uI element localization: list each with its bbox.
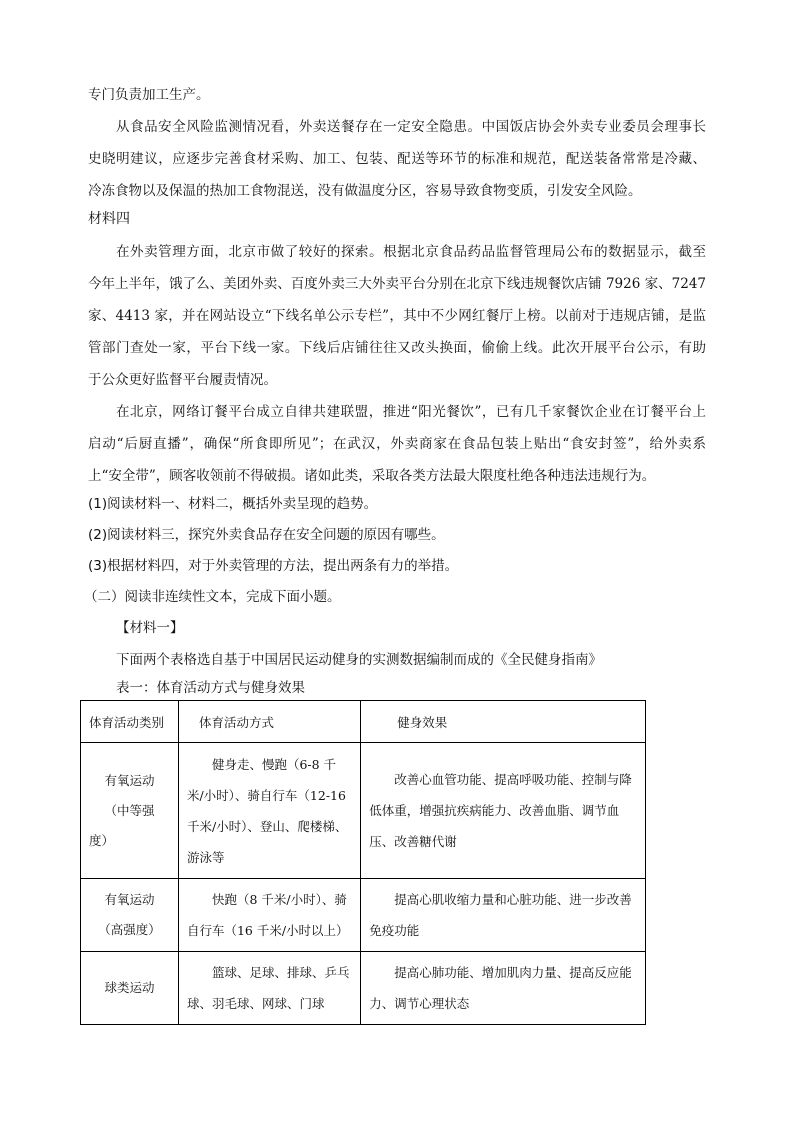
table-header-row [81, 701, 646, 743]
paragraph-line: 家、4413 家，并在网站设立“下线名单公示专栏”，其中不少网红餐厅上榜。以前对于违规店铺，是监 [88, 308, 706, 324]
section-heading: （二）阅读非连续性文本，完成下面小题。 [84, 589, 341, 605]
row-category [81, 743, 179, 879]
question-3: (3)根据材料四，对于外卖管理的方法，提出两条有力的举措。 [88, 558, 459, 574]
row-method: 快跑（8 千米/小时）、骑自行车（16 千米/小时以上） [178, 879, 360, 952]
paragraph-line: 在外卖管理方面，北京市做了较好的探索。根据北京食品药品监督管理局公布的数据显示，截至 [116, 244, 706, 260]
question-2: (2)阅读材料三，探究外卖食品存在安全问题的原因有哪些。 [88, 527, 445, 543]
row-method: 篮球、足球、排球、乒乓球、羽毛球、网球、门球 [178, 952, 360, 1025]
row-category [81, 879, 179, 952]
paragraph-line: 上“安全带”，顾客收领前不得破损。诸如此类，采取各类方法最大限度杜绝各种违法违规行为。 [88, 468, 656, 484]
paragraph-line: 管部门查处一家，平台下线一家。下线后店铺往往又改头换面，偷偷上线。此次开展平台公示，有助 [88, 340, 706, 356]
category-line: 度） [89, 832, 115, 848]
category-line: 球类运动 [104, 980, 155, 995]
paragraph-line: 今年上半年，饿了么、美团外卖、百度外卖三大外卖平台分别在北京下线违规餐饮店铺 7926 家、7247 [88, 276, 706, 292]
row-effect: 提高心肌收缩力量和心脏功能、进一步改善免疫功能 [361, 879, 646, 952]
header-method: 体育活动方式 [178, 701, 360, 743]
row-method: 健身走、慢跑（6-8 千米/小时）、骑自行车（12-16 千米/小时）、登山、爬楼梯、游泳等 [178, 743, 360, 879]
category-line: 有氧运动 [104, 772, 155, 788]
table-row [81, 879, 646, 952]
paragraph-line: 于公众更好监督平台履责情况。 [88, 372, 277, 388]
question-1: (1)阅读材料一、材料二，概括外卖呈现的趋势。 [88, 496, 378, 512]
table-row [81, 743, 646, 879]
category-line: （高强度） [98, 922, 161, 937]
table-caption: 表一：体育活动方式与健身效果 [116, 680, 305, 696]
row-effect: 提高心肺功能、增加肌肉力量、提高反应能力、调节心理状态 [361, 952, 646, 1025]
paragraph-line: 冷冻食物以及保温的热加工食物混送，没有做温度分区，容易导致食物变质，引发安全风险。 [88, 183, 642, 199]
category-line: （中等强 [104, 802, 155, 818]
paragraph-line: 启动“后厨直播”，确保“所食即所见”；在武汉，外卖商家在食品包装上贴出“食安封签”，给外卖系 [88, 436, 706, 452]
header-effect: 健身效果 [361, 701, 646, 743]
material-four-heading: 材料四 [88, 211, 130, 227]
row-effect: 改善心血管功能、提高呼吸功能、控制与降低体重，增强抗疾病能力、改善血脂、调节血压、改善糖代谢 [361, 743, 646, 879]
material-intro: 下面两个表格选自基于中国居民运动健身的实测数据编制而成的《全民健身指南》 [116, 652, 602, 668]
paragraph-line: 从食品安全风险监测情况看，外卖送餐存在一定安全隐患。中国饭店协会外卖专业委员会理事长 [116, 119, 706, 135]
row-category [81, 952, 179, 1025]
paragraph-line: 史晓明建议，应逐步完善食材采购、加工、包装、配送等环节的标准和规范，配送装备常常是冷藏、 [88, 151, 706, 167]
category-line: 有氧运动 [104, 892, 155, 907]
paragraph-line: 在北京，网络订餐平台成立自律共建联盟，推进“阳光餐饮”，已有几千家餐饮企业在订餐平台上 [116, 404, 706, 420]
material-label: 【材料一】 [116, 620, 184, 636]
header-category: 体育活动类别 [81, 701, 179, 743]
fitness-table [80, 700, 646, 1025]
paragraph-line: 专门负责加工生产。 [88, 87, 210, 103]
table-row [81, 952, 646, 1025]
